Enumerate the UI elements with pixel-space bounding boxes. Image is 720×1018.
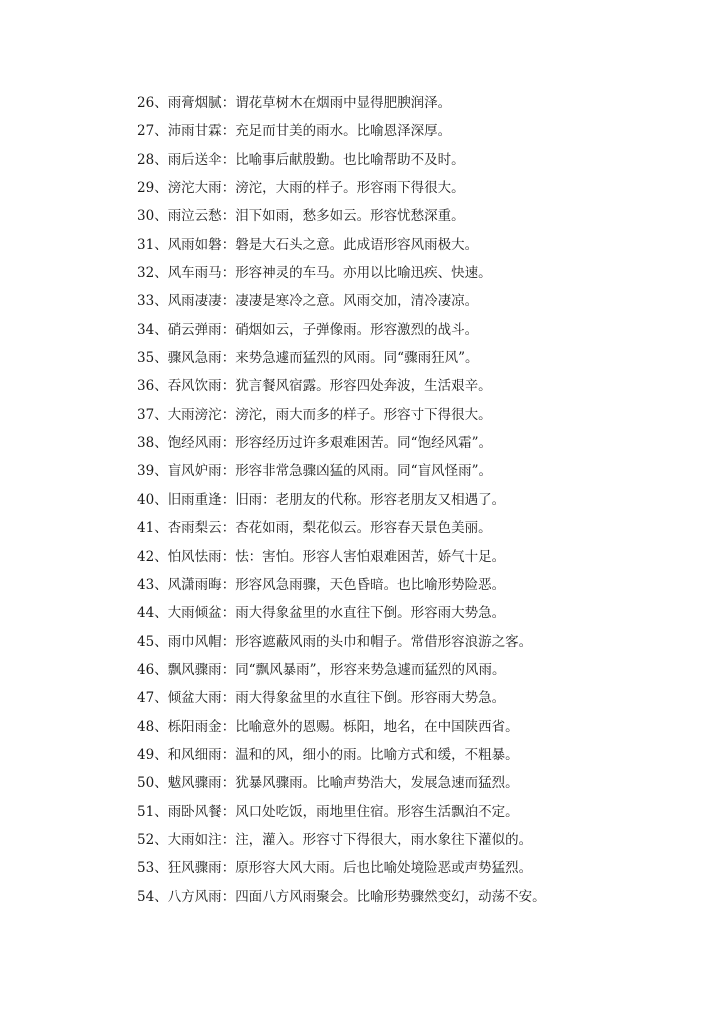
entry-term: 狂风骤雨: [167, 860, 222, 877]
term-separator: ：: [221, 350, 236, 367]
idiom-entry: [137, 826, 546, 854]
number-separator: 、: [154, 775, 168, 792]
entry-number: 43: [137, 576, 155, 593]
entry-number: 52: [137, 831, 155, 848]
number-separator: 、: [154, 803, 168, 820]
entry-definition: 谓花草树木在烟雨中显得肥腴润泽。: [235, 95, 452, 111]
entry-number: 42: [137, 548, 155, 565]
number-separator: 、: [154, 548, 168, 565]
term-separator: ：: [221, 180, 236, 197]
idiom-entry: [137, 457, 546, 485]
idiom-entry: [137, 429, 546, 457]
number-separator: 、: [154, 633, 168, 650]
idiom-entry: [137, 628, 546, 656]
entry-term: 吞风饮雨: [167, 378, 222, 395]
number-separator: 、: [154, 888, 168, 905]
entry-term: 大雨倾盆: [167, 605, 222, 622]
term-separator: ：: [221, 378, 236, 395]
idiom-entry: [137, 202, 546, 230]
entry-definition: 旧雨：老朋友的代称。形容老朋友又相遇了。: [235, 491, 506, 508]
idiom-entry: [137, 684, 546, 712]
idiom-entry: [137, 741, 546, 769]
idiom-entry: [137, 769, 546, 797]
entry-term: 沛雨甘霖: [167, 123, 222, 140]
entry-definition: 同“飘风暴雨”，形容来势急遽而猛烈的风雨。: [235, 661, 506, 678]
entry-term: 旧雨重逢: [167, 491, 222, 508]
term-separator: ：: [221, 321, 236, 338]
idiom-list: [137, 89, 546, 911]
idiom-entry: [137, 798, 546, 826]
idiom-entry: [137, 259, 546, 287]
number-separator: 、: [154, 718, 168, 735]
entry-term: 滂沱大雨: [167, 180, 222, 197]
entry-number: 26: [137, 95, 155, 111]
entry-term: 风车雨马: [167, 265, 222, 282]
entry-definition: 滂沱，雨大而多的样子。形容寸下得很大。: [235, 406, 492, 423]
entry-term: 和风细雨: [167, 746, 222, 763]
idiom-entry: [137, 117, 546, 145]
entry-definition: 雨大得象盆里的水直往下倒。形容雨大势急。: [235, 690, 506, 707]
number-separator: 、: [154, 605, 168, 622]
entry-term: 大雨如注: [167, 831, 222, 848]
entry-definition: 泪下如雨，愁多如云。形容忧愁深重。: [235, 208, 465, 225]
entry-definition: 注，灌入。形容寸下得很大，雨水象往下灌似的。: [235, 831, 533, 848]
idiom-entry: [137, 401, 546, 429]
entry-number: 36: [137, 378, 155, 395]
number-separator: 、: [154, 406, 168, 423]
entry-definition: 凄凄是寒冷之意。风雨交加，清冷凄凉。: [235, 293, 479, 310]
term-separator: ：: [221, 293, 236, 310]
idiom-entry: [137, 571, 546, 599]
entry-term: 魃风骤雨: [167, 775, 222, 792]
entry-number: 50: [137, 775, 155, 792]
idiom-entry: [137, 514, 546, 542]
entry-number: 34: [137, 321, 155, 338]
entry-term: 雨泣云愁: [167, 208, 222, 225]
number-separator: 、: [154, 520, 168, 537]
term-separator: ：: [221, 860, 236, 877]
term-separator: ：: [221, 236, 236, 253]
entry-definition: 充足而甘美的雨水。比喻恩泽深厚。: [235, 123, 452, 140]
entry-term: 饱经风雨: [167, 435, 222, 452]
term-separator: ：: [221, 491, 236, 508]
entry-term: 雨膏烟腻: [167, 95, 222, 111]
entry-definition: 形容风急雨骤，天色昏暗。也比喻形势险恶。: [235, 576, 506, 593]
number-separator: 、: [154, 435, 168, 452]
entry-term: 硝云弹雨: [167, 321, 222, 338]
idiom-entry: [137, 231, 546, 259]
entry-definition: 形容遮蔽风雨的头巾和帽子。常借形容浪游之客。: [235, 633, 533, 650]
term-separator: ：: [221, 718, 236, 735]
term-separator: ：: [221, 548, 236, 565]
idiom-entry: [137, 316, 546, 344]
idiom-entry: [137, 372, 546, 400]
number-separator: 、: [154, 463, 168, 480]
entry-number: 31: [137, 236, 155, 253]
entry-number: 37: [137, 406, 155, 423]
entry-number: 51: [137, 803, 155, 820]
number-separator: 、: [154, 95, 168, 111]
idiom-entry: [137, 344, 546, 372]
term-separator: ：: [221, 605, 236, 622]
term-separator: ：: [221, 746, 236, 763]
term-separator: ：: [221, 690, 236, 707]
number-separator: 、: [154, 746, 168, 763]
entry-term: 怕风怯雨: [167, 548, 222, 565]
entry-definition: 雨大得象盆里的水直往下倒。形容雨大势急。: [235, 605, 506, 622]
term-separator: ：: [221, 775, 236, 792]
number-separator: 、: [154, 321, 168, 338]
entry-definition: 比喻事后献殷勤。也比喻帮助不及时。: [235, 151, 465, 168]
number-separator: 、: [154, 180, 168, 197]
entry-definition: 来势急遽而猛烈的风雨。同“骤雨狂风”。: [235, 350, 479, 367]
entry-number: 35: [137, 350, 155, 367]
number-separator: 、: [154, 208, 168, 225]
idiom-entry: [137, 883, 546, 911]
entry-term: 大雨滂沱: [167, 406, 222, 423]
term-separator: ：: [221, 888, 236, 905]
term-separator: ：: [221, 208, 236, 225]
term-separator: ：: [221, 661, 236, 678]
number-separator: 、: [154, 690, 168, 707]
idiom-entry: [137, 287, 546, 315]
entry-definition: 犹言餐风宿露。形容四处奔波，生活艰辛。: [235, 378, 492, 395]
entry-number: 28: [137, 151, 155, 168]
entry-term: 雨后送伞: [167, 151, 222, 168]
entry-term: 飘风骤雨: [167, 661, 222, 678]
entry-definition: 四面八方风雨聚会。比喻形势骤然变幻，动荡不安。: [235, 888, 546, 905]
number-separator: 、: [154, 123, 168, 140]
entry-number: 29: [137, 180, 155, 197]
entry-term: 盲风妒雨: [167, 463, 222, 480]
entry-definition: 形容经历过许多艰难困苦。同“饱经风霜”。: [235, 435, 492, 452]
entry-definition: 比喻意外的恩赐。栎阳，地名，在中国陕西省。: [235, 718, 519, 735]
entry-definition: 硝烟如云，子弹像雨。形容激烈的战斗。: [235, 321, 479, 338]
entry-definition: 怯：害怕。形容人害怕艰难困苦，娇气十足。: [235, 548, 506, 565]
entry-term: 杏雨梨云: [167, 520, 222, 537]
term-separator: ：: [221, 831, 236, 848]
entry-number: 30: [137, 208, 155, 225]
idiom-entry: [137, 89, 546, 117]
idiom-entry: [137, 713, 546, 741]
entry-number: 54: [137, 888, 155, 905]
term-separator: ：: [221, 576, 236, 593]
entry-number: 32: [137, 265, 155, 282]
entry-definition: 犹暴风骤雨。比喻声势浩大，发展急速而猛烈。: [235, 775, 519, 792]
term-separator: ：: [221, 406, 236, 423]
entry-term: 雨巾风帽: [167, 633, 222, 650]
number-separator: 、: [154, 236, 168, 253]
number-separator: 、: [154, 293, 168, 310]
entry-number: 49: [137, 746, 155, 763]
entry-term: 雨卧风餐: [167, 803, 222, 820]
term-separator: ：: [221, 803, 236, 820]
entry-term: 栎阳雨金: [167, 718, 222, 735]
entry-number: 45: [137, 633, 155, 650]
term-separator: ：: [221, 95, 236, 111]
entry-definition: 杏花如雨，梨花似云。形容春天景色美丽。: [235, 520, 492, 537]
entry-definition: 风口处吃饭，雨地里住宿。形容生活飘泊不定。: [235, 803, 519, 820]
idiom-entry: [137, 599, 546, 627]
idiom-entry: [137, 543, 546, 571]
entry-number: 38: [137, 435, 155, 452]
entry-definition: 形容非常急骤凶猛的风雨。同“盲风怪雨”。: [235, 463, 492, 480]
idiom-entry: [137, 146, 546, 174]
entry-number: 39: [137, 463, 155, 480]
entry-definition: 温和的风，细小的雨。比喻方式和缓，不粗暴。: [235, 746, 519, 763]
entry-term: 倾盆大雨: [167, 690, 222, 707]
term-separator: ：: [221, 520, 236, 537]
number-separator: 、: [154, 860, 168, 877]
entry-definition: 磐是大石头之意。此成语形容风雨极大。: [235, 236, 479, 253]
term-separator: ：: [221, 633, 236, 650]
entry-term: 风雨凄凄: [167, 293, 222, 310]
term-separator: ：: [221, 151, 236, 168]
idiom-entry: [137, 656, 546, 684]
number-separator: 、: [154, 350, 168, 367]
entry-term: 风潇雨晦: [167, 576, 222, 593]
entry-number: 33: [137, 293, 155, 310]
entry-number: 48: [137, 718, 155, 735]
term-separator: ：: [221, 463, 236, 480]
term-separator: ：: [221, 123, 236, 140]
entry-number: 46: [137, 661, 155, 678]
number-separator: 、: [154, 491, 168, 508]
entry-number: 44: [137, 605, 155, 622]
entry-definition: 滂沱，大雨的样子。形容雨下得很大。: [235, 180, 465, 197]
entry-number: 47: [137, 690, 155, 707]
number-separator: 、: [154, 151, 168, 168]
entry-term: 骤风急雨: [167, 350, 222, 367]
entry-number: 53: [137, 860, 155, 877]
number-separator: 、: [154, 831, 168, 848]
term-separator: ：: [221, 265, 236, 282]
term-separator: ：: [221, 435, 236, 452]
idiom-entry: [137, 854, 546, 882]
entry-definition: 形容神灵的车马。亦用以比喻迅疾、快速。: [235, 265, 492, 282]
number-separator: 、: [154, 265, 168, 282]
idiom-entry: [137, 486, 546, 514]
idiom-entry: [137, 174, 546, 202]
number-separator: 、: [154, 661, 168, 678]
entry-number: 27: [137, 123, 155, 140]
number-separator: 、: [154, 576, 168, 593]
entry-number: 41: [137, 520, 155, 537]
entry-term: 风雨如磐: [167, 236, 222, 253]
entry-number: 40: [137, 491, 155, 508]
entry-term: 八方风雨: [167, 888, 222, 905]
entry-definition: 原形容大风大雨。后也比喻处境险恶或声势猛烈。: [235, 860, 533, 877]
number-separator: 、: [154, 378, 168, 395]
